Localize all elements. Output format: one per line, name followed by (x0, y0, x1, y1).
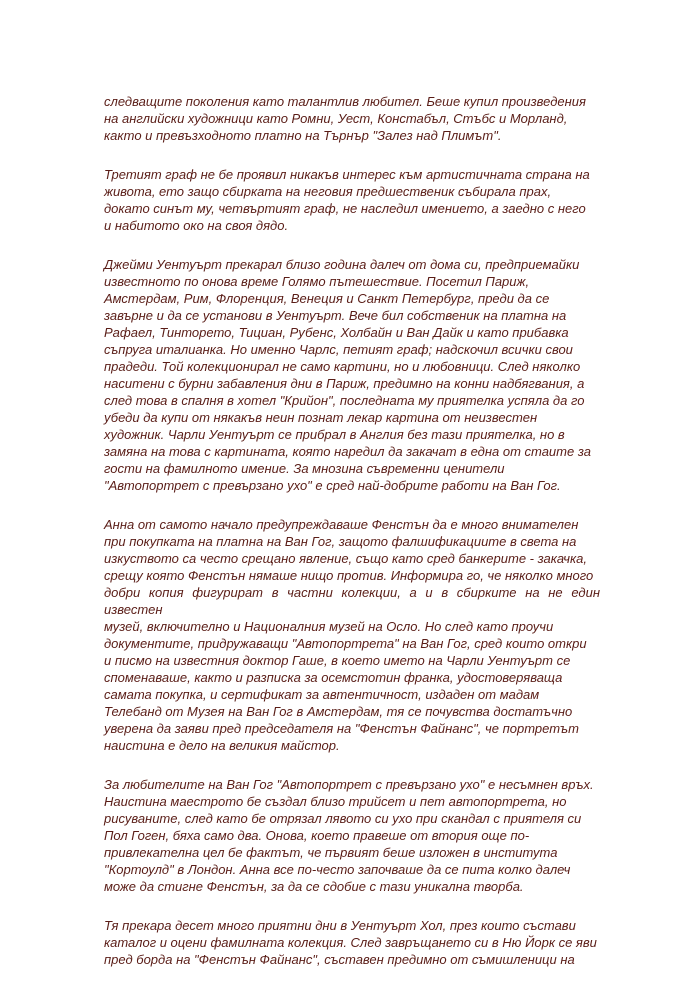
paragraph-5: За любителите на Ван Гог "Автопортрет с превързано ухо" е несъмнен връх. Наистина маестрото бе създал близо трийсет и пет автопортрета, но рисуваните, след като бе отрязал лявото си ухо при скандал с приятеля си Пол Гоген, бяха само два. Онова, което правеше от втория още по- привлекателна цел бе фактът, че първият беше изложен в института "Кортоулд" в Лондон. Анна все по-често започваше да се пита колко далеч може да стигне Фенстън, за да се сдобие с тази уникална творба. (104, 777, 594, 894)
paragraph-6: Тя прекара десет много приятни дни в Уентуърт Хол, през които състави каталог и оцени фамилната колекция. След завръщането си в Ню Йорк се яви пред борда на "Фенстън Файнанс", съставен предимно от съмишленици на (104, 918, 597, 967)
paragraph-1: следващите поколения като талантлив любител. Беше купил произведения на английски художници като Ромни, Уест, Констабъл, Стъбс и Морланд, както и превъзходното платно на Търнър "Залез над Плимът". (104, 94, 586, 143)
document-body (104, 93, 600, 990)
paragraph-2: Третият граф не бе проявил никакъв интерес към артистичната страна на живота, ето защо сбирката на неговия предшественик събирала прах, докато синът му, четвъртият граф, не наследил имението, а заедно с него и набитото око на своя дядо. (104, 167, 590, 233)
paragraph-4: Анна от самото начало предупреждаваше Фенстън да е много внимателен при покупката на платна на Ван Гог, защото фалшификациите в света на изкуството са често срещано явление, също като сред банкерите - закачка, срещу която Фенстън нямаше нищо против. Информира го, че няколко много добри копия фигурират в частни колекции, а и в сбирките на не един известен музей, включително и Националния музей на Осло. Но след като проучи документите, придружаващи "Автопортрета" на Ван Гог, сред които откри и писмо на известния доктор Гаше, в което името на Чарли Уентуърт се споменаваше, както и разписка за осемстотин франка, удостоверяваща самата покупка, и сертификат за автентичност, издаден от мадам Телебанд от Музея на Ван Гог в Амстердам, тя се почувства достатъчно уверена да заяви пред председателя на "Фенстън Файнанс", че портретът наистина е дело на великия майстор. (104, 517, 600, 753)
paragraph-3: Джейми Уентуърт прекарал близо година далеч от дома си, предприемайки известното по онова време Голямо пътешествие. Посетил Париж, Амстердам, Рим, Флоренция, Венеция и Санкт Петербург, преди да се завърне и да се установи в Уентуърт. Вече бил собственик на платна на Рафаел, Тинторето, Тициан, Рубенс, Холбайн и Ван Дайк и като прибавка съпруга италианка. Но именно Чарлс, петият граф; надскочил всички свои прадеди. Той колекционирал не само картини, но и любовници. След няколко наситени с бурни забавления дни в Париж, предимно на конни надбягвания, а след това в спалня в хотел "Крийон", последната му приятелка успяла да го убеди да купи от някакъв неин познат лекар картина от неизвестен художник. Чарли Уентуърт се прибрал в Англия без тази приятелка, но в замяна на това с картината, която наредил да закачат в една от стаите за гости на фамилното имение. За мнозина съвременни ценители "Автопортрет с превързано ухо" е сред най-добрите работи на Ван Гог. (104, 257, 591, 493)
